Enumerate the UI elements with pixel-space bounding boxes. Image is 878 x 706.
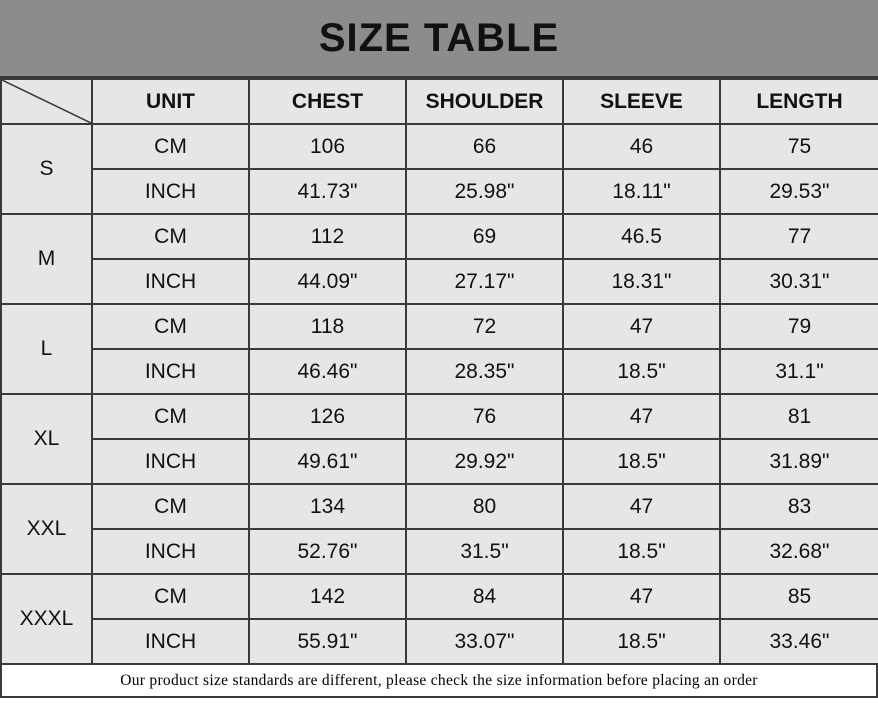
table-row — [1, 169, 878, 214]
cell-sleeve-cm: 47 — [563, 304, 720, 349]
unit-cm: CM — [92, 394, 249, 439]
table-row — [1, 124, 878, 169]
unit-cm: CM — [92, 304, 249, 349]
corner-diagonal-cell — [1, 79, 92, 124]
cell-chest-cm: 118 — [249, 304, 406, 349]
cell-shoulder-inch: 25.98" — [406, 169, 563, 214]
bottom-strip — [0, 696, 878, 706]
table-row — [1, 484, 878, 529]
table-row — [1, 259, 878, 304]
header-length: LENGTH — [720, 79, 878, 124]
cell-shoulder-cm: 76 — [406, 394, 563, 439]
page-title: SIZE TABLE — [318, 15, 560, 60]
cell-chest-inch: 44.09" — [249, 259, 406, 304]
cell-shoulder-cm: 69 — [406, 214, 563, 259]
cell-sleeve-cm: 46 — [563, 124, 720, 169]
size-label-s: S — [1, 124, 92, 214]
cell-chest-cm: 142 — [249, 574, 406, 619]
table-row — [1, 529, 878, 574]
cell-sleeve-cm: 47 — [563, 394, 720, 439]
cell-length-cm: 79 — [720, 304, 878, 349]
header-sleeve: SLEEVE — [563, 79, 720, 124]
cell-sleeve-inch: 18.5" — [563, 619, 720, 664]
cell-shoulder-inch: 27.17" — [406, 259, 563, 304]
size-label-m: M — [1, 214, 92, 304]
cell-length-inch: 29.53" — [720, 169, 878, 214]
size-label-xl: XL — [1, 394, 92, 484]
cell-chest-cm: 112 — [249, 214, 406, 259]
cell-sleeve-inch: 18.5" — [563, 529, 720, 574]
header-chest: CHEST — [249, 79, 406, 124]
cell-sleeve-cm: 47 — [563, 574, 720, 619]
footer-note-text: Our product size standards are different, please check the size information before placing an order — [120, 672, 758, 689]
table-row — [1, 439, 878, 484]
cell-shoulder-cm: 66 — [406, 124, 563, 169]
unit-inch: INCH — [92, 529, 249, 574]
size-label-xxxl: XXXL — [1, 574, 92, 664]
cell-length-cm: 77 — [720, 214, 878, 259]
table-row — [1, 619, 878, 664]
header-unit: UNIT — [92, 79, 249, 124]
cell-chest-cm: 106 — [249, 124, 406, 169]
cell-shoulder-inch: 28.35" — [406, 349, 563, 394]
unit-cm: CM — [92, 124, 249, 169]
cell-chest-inch: 46.46" — [249, 349, 406, 394]
cell-chest-inch: 52.76" — [249, 529, 406, 574]
unit-inch: INCH — [92, 169, 249, 214]
cell-chest-inch: 41.73" — [249, 169, 406, 214]
cell-sleeve-cm: 47 — [563, 484, 720, 529]
cell-sleeve-cm: 46.5 — [563, 214, 720, 259]
cell-shoulder-cm: 80 — [406, 484, 563, 529]
unit-cm: CM — [92, 574, 249, 619]
cell-sleeve-inch: 18.31" — [563, 259, 720, 304]
cell-length-inch: 33.46" — [720, 619, 878, 664]
cell-length-inch: 31.1" — [720, 349, 878, 394]
table-header-row — [1, 79, 878, 124]
diagonal-line-icon — [2, 80, 91, 123]
cell-chest-inch: 55.91" — [249, 619, 406, 664]
table-row — [1, 304, 878, 349]
cell-shoulder-cm: 84 — [406, 574, 563, 619]
cell-shoulder-cm: 72 — [406, 304, 563, 349]
size-table — [0, 78, 878, 665]
unit-inch: INCH — [92, 259, 249, 304]
unit-cm: CM — [92, 214, 249, 259]
size-label-l: L — [1, 304, 92, 394]
cell-length-inch: 30.31" — [720, 259, 878, 304]
cell-length-cm: 85 — [720, 574, 878, 619]
cell-length-cm: 83 — [720, 484, 878, 529]
header-shoulder: SHOULDER — [406, 79, 563, 124]
cell-shoulder-inch: 31.5" — [406, 529, 563, 574]
cell-length-inch: 31.89" — [720, 439, 878, 484]
cell-sleeve-inch: 18.5" — [563, 439, 720, 484]
table-row — [1, 214, 878, 259]
cell-sleeve-inch: 18.5" — [563, 349, 720, 394]
unit-inch: INCH — [92, 619, 249, 664]
document-title-bar — [0, 0, 878, 78]
table-row — [1, 574, 878, 619]
cell-length-cm: 81 — [720, 394, 878, 439]
table-row — [1, 349, 878, 394]
cell-shoulder-inch: 29.92" — [406, 439, 563, 484]
size-label-xxl: XXL — [1, 484, 92, 574]
unit-inch: INCH — [92, 349, 249, 394]
cell-sleeve-inch: 18.11" — [563, 169, 720, 214]
cell-chest-cm: 134 — [249, 484, 406, 529]
cell-chest-inch: 49.61" — [249, 439, 406, 484]
cell-length-inch: 32.68" — [720, 529, 878, 574]
cell-shoulder-inch: 33.07" — [406, 619, 563, 664]
unit-inch: INCH — [92, 439, 249, 484]
table-row — [1, 394, 878, 439]
unit-cm: CM — [92, 484, 249, 529]
cell-length-cm: 75 — [720, 124, 878, 169]
cell-chest-cm: 126 — [249, 394, 406, 439]
